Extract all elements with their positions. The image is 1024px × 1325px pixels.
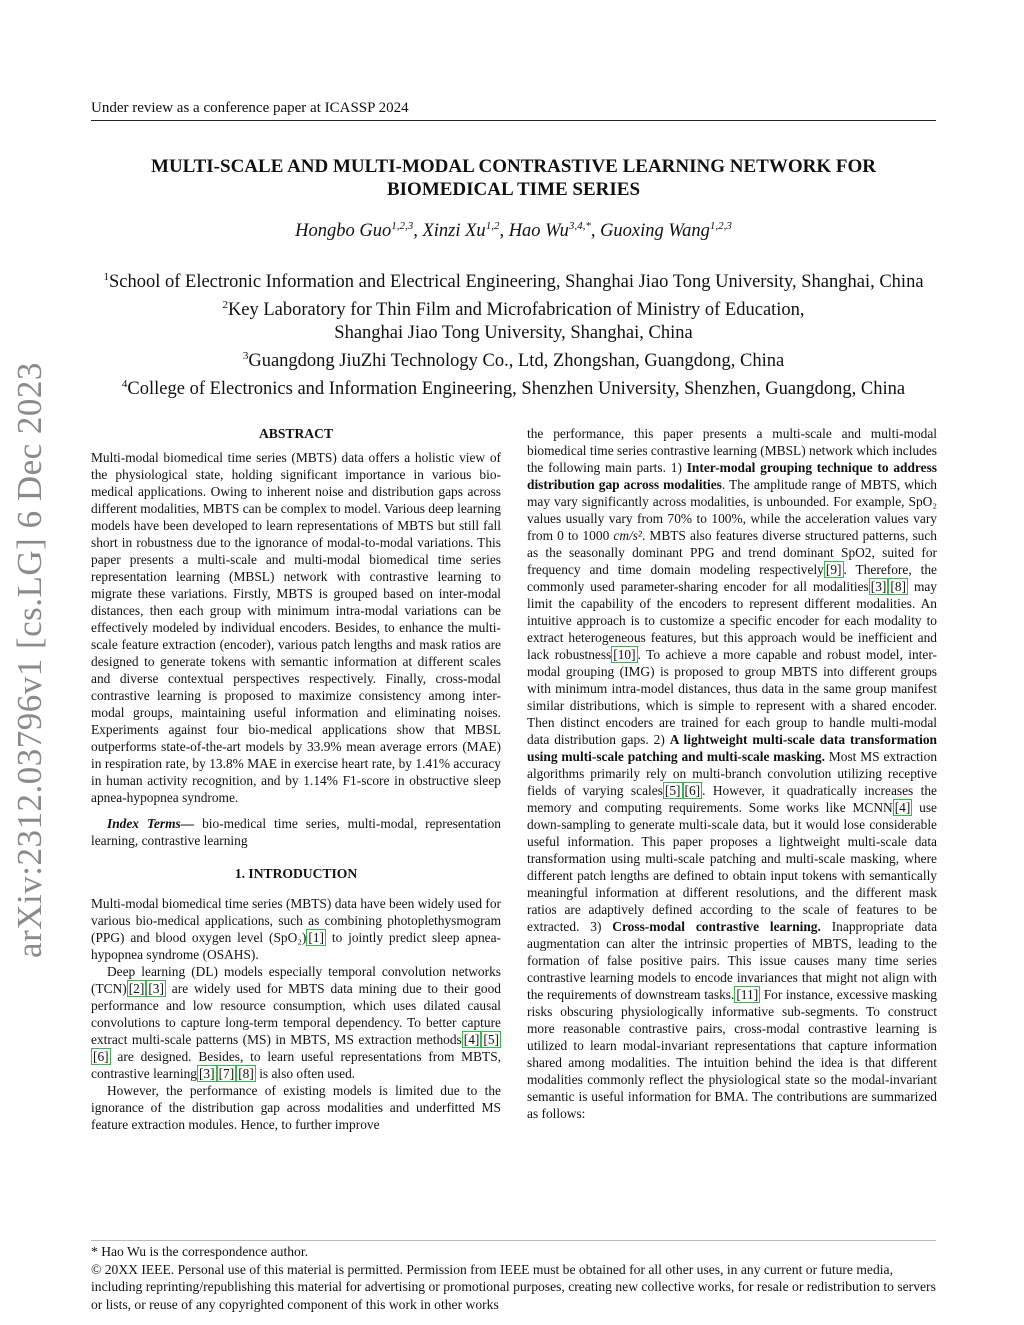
contribution-3-title: Cross-modal contrastive learning. bbox=[612, 919, 821, 934]
index-terms-label: Index Terms— bbox=[107, 816, 195, 831]
affiliation-1: $^1$School of Electronic Information and Electrical Engineering, Shanghai Jiao Tong University, Shanghai, China bbox=[103, 271, 924, 293]
intro-paragraph-3: However, the performance of existing models is limited due to the ignorance of the distribution gap across modalities and underfitted MS feature extraction modules. Hence, to further improve bbox=[91, 1083, 501, 1132]
contribution-2-title: A lightweight multi-scale data transformation using multi-scale patching and multi-scale masking. bbox=[527, 732, 937, 764]
running-header: Under review as a conference paper at ICASSP 2024 bbox=[91, 100, 409, 116]
title-line-1: MULTI-SCALE AND MULTI-MODAL CONTRASTIVE LEARNING NETWORK FOR bbox=[151, 156, 876, 177]
citation-link[interactable]: [5] bbox=[664, 783, 681, 798]
citation-link[interactable]: [2] bbox=[128, 981, 145, 996]
citation-link[interactable]: [3] bbox=[148, 981, 164, 996]
footnote-rule bbox=[91, 1240, 936, 1241]
footnotes bbox=[91, 1243, 936, 1313]
author-list bbox=[91, 220, 936, 242]
intro-paragraph-2: Deep learning (DL) models especially temporal convolution networks (TCN) [2] [3] are widely used for MBTS data mining due to their good performance and low resource consumption, which uses dilated causal convolutions to capture long-term temporal dependency. To better capture extract multi-scale patterns (MS) in MBTS, MS extraction methods [4] [5][6] are designed. Besides, to learn useful representations from MBTS, contrastive learning [3] [7] [8] is also often used. bbox=[91, 964, 501, 1081]
citation-link[interactable]: [1] bbox=[308, 930, 325, 945]
abstract-text: Multi-modal biomedical time series (MBTS) data offers a holistic view of the physiological state, holding significant importance in various bio-medical applications. Owing to inherent noise and distribution gaps across different modalities, MBTS can be complex to model. Various deep learning models have been developed to learn representations of MBTS but still fall short in robustness due to the ignorance of modal-to-modal variations. This paper presents a multi-scale and multi-modal biomedical time series representation learning (MBSL) network with contrastive learning to migrate these variations. Firstly, MBTS is grouped based on inter-modal distances, then each group with minimum intra-modal variations can be effectively modeled by individual encoders. Besides, to enhance the multi-scale feature extraction (encoder), various patch lengths and mask ratios are designed to generate tokens with semantic information at different scales and diverse contextual perspectives respectively. Finally, cross-modal contrastive learning is proposed to maximize consistency among inter-modal groups, maintaining useful information and eliminating noises. Experiments against four bio-medical applications show that MBSL outperforms state-of-the-art models by 33.9% mean average errors (MAE) in respiration rate, by 13.8% MAE in exercise heart rate, by 1.41% accuracy in human activity recognition, and by 1.14% F1-score in obstructive sleep apnea-hypopnea syndrome. bbox=[91, 450, 501, 805]
arxiv-id: arXiv:2312.03796v1 [cs.LG] 6 Dec 2023 bbox=[10, 362, 49, 958]
header-rule bbox=[91, 120, 936, 121]
citation-link[interactable]: [6] bbox=[93, 1049, 109, 1064]
citation-link[interactable]: [3] bbox=[198, 1066, 215, 1081]
citation-link[interactable]: [8] bbox=[890, 579, 906, 594]
author: Hongbo Guo$^{1,2,3}$, bbox=[295, 220, 423, 242]
affiliation-3: $^3$Guangdong JiuZhi Technology Co., Ltd, Zhongshan, Guangdong, China bbox=[242, 350, 785, 372]
arxiv-stamp bbox=[9, 360, 51, 960]
right-column bbox=[527, 425, 937, 1122]
author: Xinzi Xu$^{1,2}$, bbox=[422, 220, 509, 242]
citation-link[interactable]: [4] bbox=[463, 1032, 480, 1047]
paper-title bbox=[91, 155, 936, 201]
unit-math: cm/s² bbox=[613, 528, 642, 543]
citation-link[interactable]: [8] bbox=[238, 1066, 254, 1081]
affiliation-4: $^4$College of Electronics and Information Engineering, Shenzhen University, Shenzhen, Guangdong, China bbox=[121, 378, 906, 400]
citation-link[interactable]: [3] bbox=[870, 579, 887, 594]
abstract-heading: ABSTRACT bbox=[258, 426, 334, 441]
citation-link[interactable]: [5] bbox=[483, 1032, 499, 1047]
title-line-2: BIOMEDICAL TIME SERIES bbox=[386, 179, 641, 200]
index-terms: Index Terms— bio-medical time series, multi-modal, representation learning, contrastive learning bbox=[91, 816, 501, 848]
intro-paragraph-continued: the performance, this paper presents a multi-scale and multi-modal biomedical time series contrastive learning (MBSL) network which includes the following main parts. 1) Inter-modal grouping technique to address distribution gap across modalities. The amplitude range of MBTS, which may vary significantly across modalities, is unbounded. For example, SpO₂ values usually vary from 70% to 100%, while the acceleration values vary from 0 to 1000 cm/s². MBTS also features diverse structured patterns, such as the seasonally dominant PPG and trend dominant SpO2, suited for frequency and time domain modeling respectively [9] . Therefore, the commonly used parameter-sharing encoder for all modalities [3] [8] may limit the capability of the encoders to represent different modalities. An intuitive approach is to customize a specific encoder for each modality to extract heterogeneous features, but this approach would be inefficient and lack robustness [10] . To achieve a more capable and robust model, inter-modal grouping (IMG) is proposed to group MBTS into different groups with minimum intra-model distances, thus data in the same group manifest similar distributions, which is simple to represent with a shared encoder. Then distinct encoders are trained for each group to handle multi-modal data distribution gaps. 2) A lightweight multi-scale data transformation using multi-scale patching and multi-scale masking. Most MS extraction algorithms primarily rely on multi-branch convolution utilizing receptive fields of varying scales [5] [6] . However, it quadratically increases the memory and computing requirements. Some works like MCNN [4] use down-sampling to generate multi-scale data, but it would lose considerable useful information. This paper proposes a lightweight multi-scale data transformation using multi-scale patching and multi-scale masking, where different patch lengths are defined to obtain input tokens with semantically meaningful information at different resolutions, and the different mask ratios are adaptively defined according to the scale of features to be extracted. 3) Cross-modal contrastive learning. Inappropriate data augmentation can alter the intrinsic properties of MBTS, leading to the formation of false positive pairs. This issue causes many time series contrastive learning models to encode invariances that might not align with the requirements of downstream tasks. [11] For instance, excessive masking risks obscuring physiologically informative sub-segments. To construct more reasonable contrastive pairs, cross-modal contrastive learning is utilized to learn modal-invariant representations that capture information shared among modalities. The intuition behind the idea is that different modalities commonly reflect the physiological state so the modal-invariant semantic is useful information for BMA. The contributions are summarized as follows: bbox=[527, 426, 938, 1121]
citation-link[interactable]: [11] bbox=[736, 987, 759, 1002]
citation-link[interactable]: [4] bbox=[894, 800, 911, 815]
affiliation-2: $^2$Key Laboratory for Thin Film and Microfabrication of Ministry of Education, bbox=[222, 299, 805, 321]
footnote-copyright: © 20XX IEEE. Personal use of this material is permitted. Permission from IEEE must be obtained for all other uses, in any current or future media, including reprinting/republishing this material for advertising or promotional purposes, creating new collective works, for resale or redistribution to servers or lists, or reuse of any copyrighted component of this work in other works bbox=[91, 1261, 936, 1312]
author: Hao $Wu^{3,4,*}$, bbox=[508, 220, 601, 242]
citation-link[interactable]: [6] bbox=[684, 783, 701, 798]
intro-heading: 1. INTRODUCTION bbox=[234, 866, 358, 881]
intro-paragraph-1: Multi-modal biomedical time series (MBTS) data have been widely used for various bio-medical applications, such as combining photoplethysmogram (PPG) and blood oxygen level (SpO₂) [1] to jointly predict sleep apnea-hypopnea syndrome (OSAHS). bbox=[91, 896, 501, 962]
left-column bbox=[91, 425, 501, 1133]
author: Guoxing Wang$^{1,2,3}$ bbox=[600, 220, 732, 242]
citation-link[interactable]: [10] bbox=[613, 647, 636, 662]
footnote-correspondence: * Hao Wu is the correspondence author. bbox=[91, 1244, 309, 1259]
citation-link[interactable]: [9] bbox=[825, 562, 842, 577]
contribution-1-title: Inter-modal grouping technique to address distribution gap across modalities bbox=[527, 460, 938, 492]
affiliation-2b: Shanghai Jiao Tong University, Shanghai, China bbox=[334, 323, 693, 344]
affiliations bbox=[91, 266, 936, 402]
citation-link[interactable]: [7] bbox=[218, 1066, 235, 1081]
